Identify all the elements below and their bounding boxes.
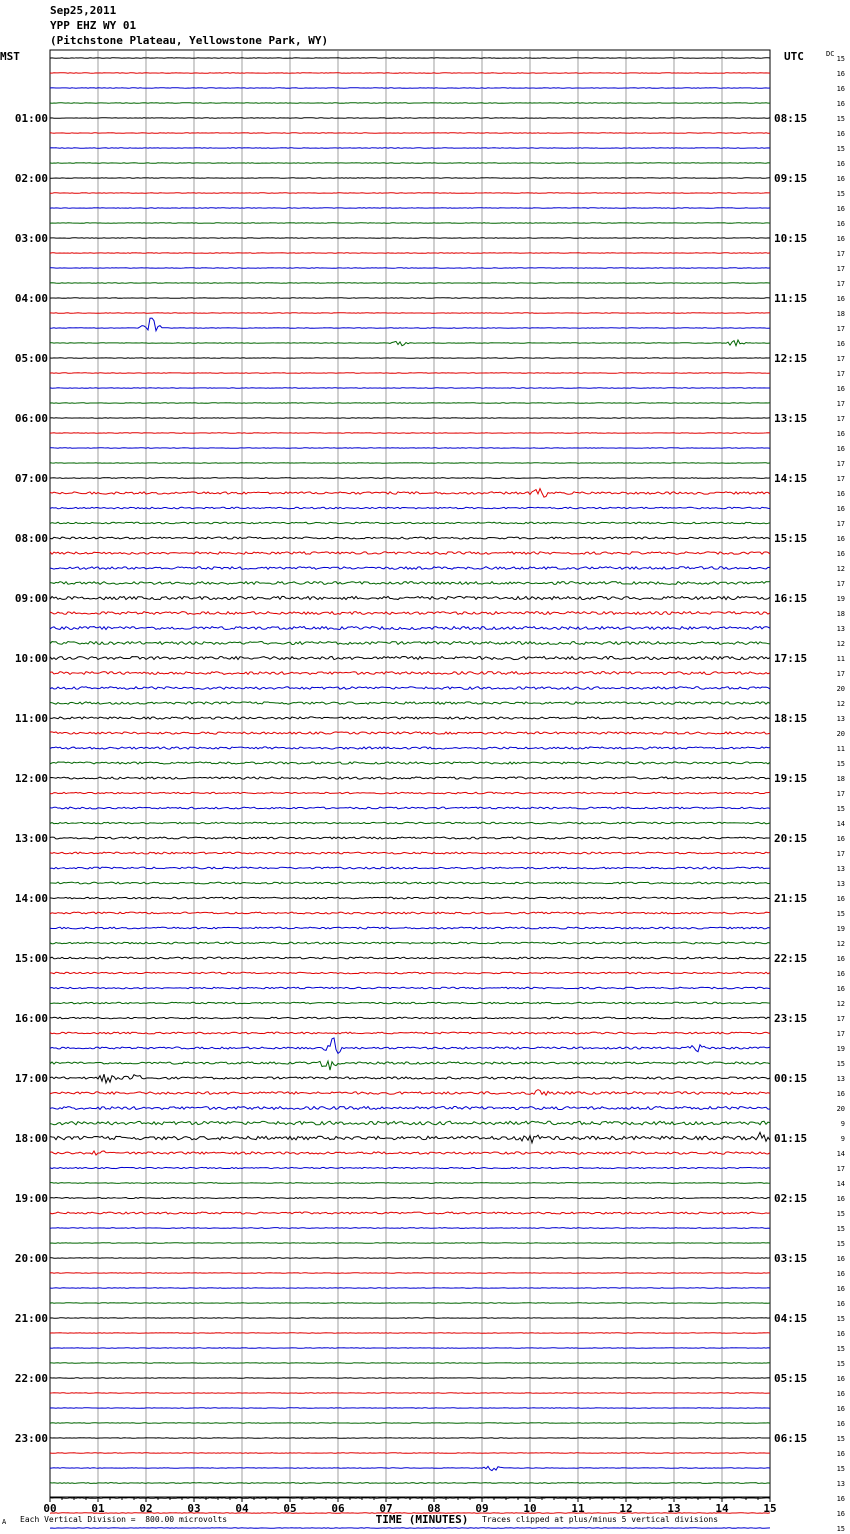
mst-label-15: 15:00 xyxy=(14,952,48,965)
dc-offset-55: 13 xyxy=(836,880,845,888)
dc-offset-21: 17 xyxy=(836,370,845,378)
trace-77 xyxy=(50,1212,770,1214)
dc-offset-71: 9 xyxy=(840,1120,845,1128)
x-tick-label-0: 00 xyxy=(43,1502,57,1515)
trace-47 xyxy=(50,762,770,764)
dc-offset-35: 17 xyxy=(836,580,845,588)
trace-38 xyxy=(50,627,770,630)
dc-offset-34: 12 xyxy=(836,565,845,573)
x-tick-label-2: 02 xyxy=(139,1502,153,1515)
mst-label-20: 20:00 xyxy=(14,1252,48,1265)
trace-75 xyxy=(50,1183,770,1184)
dc-offset-87: 15 xyxy=(836,1360,845,1368)
dc-offset-18: 17 xyxy=(836,325,845,333)
dc-offset-26: 16 xyxy=(836,445,845,453)
trace-9 xyxy=(50,193,770,194)
dc-offset-51: 14 xyxy=(836,820,845,828)
dc-offset-60: 16 xyxy=(836,955,845,963)
dc-offset-89: 16 xyxy=(836,1390,845,1398)
dc-offset-7: 16 xyxy=(836,160,845,168)
trace-37 xyxy=(50,612,770,615)
dc-offset-28: 17 xyxy=(836,475,845,483)
trace-28 xyxy=(50,478,770,479)
trace-84 xyxy=(50,1318,770,1319)
station-label: YPP EHZ WY 01 xyxy=(50,19,137,32)
trace-27 xyxy=(50,463,770,464)
trace-83 xyxy=(50,1303,770,1304)
footer-mark: A xyxy=(2,1518,7,1526)
trace-62 xyxy=(50,987,770,989)
trace-23 xyxy=(50,403,770,404)
trace-1 xyxy=(50,73,770,74)
utc-label-15: 22:15 xyxy=(774,952,808,965)
dc-offset-84: 15 xyxy=(836,1315,845,1323)
trace-69 xyxy=(50,1090,770,1096)
trace-80 xyxy=(50,1258,770,1259)
trace-10 xyxy=(50,208,770,209)
dc-offset-29: 16 xyxy=(836,490,845,498)
utc-label-17: 00:15 xyxy=(774,1072,808,1085)
trace-88 xyxy=(50,1378,770,1379)
utc-label-6: 13:15 xyxy=(774,412,808,425)
trace-81 xyxy=(50,1273,770,1274)
x-tick-label-13: 13 xyxy=(667,1502,681,1515)
x-tick-label-10: 10 xyxy=(523,1502,537,1515)
trace-18 xyxy=(50,318,770,331)
trace-40 xyxy=(50,656,770,659)
mst-label-11: 11:00 xyxy=(14,712,48,725)
dc-offset-98: 15 xyxy=(836,1525,845,1533)
trace-5 xyxy=(50,133,770,134)
dc-offset-88: 16 xyxy=(836,1375,845,1383)
trace-59 xyxy=(50,942,770,944)
dc-offset-13: 17 xyxy=(836,250,845,258)
mst-label-7: 07:00 xyxy=(14,472,48,485)
dc-offset-83: 16 xyxy=(836,1300,845,1308)
trace-6 xyxy=(50,148,770,149)
x-tick-label-5: 05 xyxy=(283,1502,297,1515)
x-tick-label-14: 14 xyxy=(715,1502,729,1515)
trace-11 xyxy=(50,223,770,224)
dc-offset-37: 18 xyxy=(836,610,845,618)
dc-offset-86: 15 xyxy=(836,1345,845,1353)
dc-offset-52: 16 xyxy=(836,835,845,843)
utc-label-18: 01:15 xyxy=(774,1132,808,1145)
dc-offset-74: 17 xyxy=(836,1165,845,1173)
trace-45 xyxy=(50,732,770,734)
mst-label-17: 17:00 xyxy=(14,1072,48,1085)
mst-label-4: 04:00 xyxy=(14,292,48,305)
location-label: (Pitchstone Plateau, Yellowstone Park, WY) xyxy=(50,34,329,47)
trace-53 xyxy=(50,852,770,854)
plot-frame xyxy=(50,50,770,1497)
dc-offset-62: 16 xyxy=(836,985,845,993)
x-tick-label-15: 15 xyxy=(763,1502,777,1515)
mst-label-5: 05:00 xyxy=(14,352,48,365)
trace-95 xyxy=(50,1483,770,1484)
dc-offset-22: 16 xyxy=(836,385,845,393)
trace-46 xyxy=(50,747,770,749)
trace-87 xyxy=(50,1363,770,1364)
utc-label-3: 10:15 xyxy=(774,232,808,245)
mst-label-13: 13:00 xyxy=(14,832,48,845)
dc-offset-77: 15 xyxy=(836,1210,845,1218)
dc-offset-4: 15 xyxy=(836,115,845,123)
dc-offset-27: 17 xyxy=(836,460,845,468)
dc-offset-46: 11 xyxy=(836,745,845,753)
trace-82 xyxy=(50,1288,770,1289)
utc-label-23: 06:15 xyxy=(774,1432,808,1445)
trace-51 xyxy=(50,822,770,824)
trace-31 xyxy=(50,522,770,524)
trace-68 xyxy=(50,1074,770,1083)
dc-offset-32: 16 xyxy=(836,535,845,543)
dc-axis-title: DC xyxy=(826,50,835,58)
trace-22 xyxy=(50,388,770,389)
utc-label-7: 14:15 xyxy=(774,472,808,485)
trace-30 xyxy=(50,507,770,509)
dc-offset-73: 14 xyxy=(836,1150,845,1158)
dc-offset-8: 16 xyxy=(836,175,845,183)
dc-offset-92: 15 xyxy=(836,1435,845,1443)
dc-offset-45: 20 xyxy=(836,730,845,738)
trace-36 xyxy=(50,596,770,599)
x-tick-label-3: 03 xyxy=(187,1502,201,1515)
trace-39 xyxy=(50,642,770,645)
dc-offset-61: 16 xyxy=(836,970,845,978)
trace-72 xyxy=(50,1132,770,1143)
trace-73 xyxy=(50,1151,770,1155)
dc-offset-25: 16 xyxy=(836,430,845,438)
trace-24 xyxy=(50,418,770,419)
trace-16 xyxy=(50,298,770,299)
utc-label-4: 11:15 xyxy=(774,292,808,305)
dc-offset-63: 12 xyxy=(836,1000,845,1008)
mst-label-19: 19:00 xyxy=(14,1192,48,1205)
dc-offset-0: 15 xyxy=(836,55,845,63)
mst-axis-title: MST xyxy=(0,50,20,63)
trace-19 xyxy=(50,340,770,346)
trace-58 xyxy=(50,927,770,929)
dc-offset-57: 15 xyxy=(836,910,845,918)
dc-offset-30: 16 xyxy=(836,505,845,513)
trace-8 xyxy=(50,178,770,179)
trace-55 xyxy=(50,882,770,884)
x-axis-label: TIME (MINUTES) xyxy=(375,1513,469,1526)
dc-offset-2: 16 xyxy=(836,85,845,93)
dc-offset-14: 17 xyxy=(836,265,845,273)
dc-offset-56: 16 xyxy=(836,895,845,903)
x-tick-label-11: 11 xyxy=(571,1502,585,1515)
trace-3 xyxy=(50,103,770,104)
mst-label-22: 22:00 xyxy=(14,1372,48,1385)
trace-20 xyxy=(50,358,770,359)
trace-93 xyxy=(50,1453,770,1454)
mst-label-6: 06:00 xyxy=(14,412,48,425)
utc-label-13: 20:15 xyxy=(774,832,808,845)
trace-41 xyxy=(50,672,770,675)
mst-label-12: 12:00 xyxy=(14,772,48,785)
x-tick-label-12: 12 xyxy=(619,1502,633,1515)
trace-86 xyxy=(50,1348,770,1349)
x-tick-label-8: 08 xyxy=(427,1502,441,1515)
x-tick-label-9: 09 xyxy=(475,1502,489,1515)
mst-label-21: 21:00 xyxy=(14,1312,48,1325)
dc-offset-31: 17 xyxy=(836,520,845,528)
dc-offset-5: 16 xyxy=(836,130,845,138)
trace-29 xyxy=(50,489,770,498)
trace-65 xyxy=(50,1032,770,1034)
dc-offset-50: 15 xyxy=(836,805,845,813)
clip-note: Traces clipped at plus/minus 5 vertical divisions xyxy=(482,1515,719,1524)
dc-offset-16: 16 xyxy=(836,295,845,303)
dc-offset-10: 16 xyxy=(836,205,845,213)
dc-offset-91: 16 xyxy=(836,1420,845,1428)
trace-98 xyxy=(50,1528,770,1529)
trace-12 xyxy=(50,238,770,239)
utc-axis-title: UTC xyxy=(784,50,804,63)
x-tick-label-4: 04 xyxy=(235,1502,249,1515)
dc-offset-43: 12 xyxy=(836,700,845,708)
utc-label-21: 04:15 xyxy=(774,1312,808,1325)
trace-78 xyxy=(50,1228,770,1229)
trace-66 xyxy=(50,1038,770,1054)
dc-offset-68: 13 xyxy=(836,1075,845,1083)
trace-15 xyxy=(50,283,770,284)
dc-offset-69: 16 xyxy=(836,1090,845,1098)
trace-44 xyxy=(50,717,770,719)
mst-label-14: 14:00 xyxy=(14,892,48,905)
dc-offset-94: 15 xyxy=(836,1465,845,1473)
trace-33 xyxy=(50,552,770,554)
mst-label-2: 02:00 xyxy=(14,172,48,185)
utc-label-20: 03:15 xyxy=(774,1252,808,1265)
dc-offset-76: 16 xyxy=(836,1195,845,1203)
mst-label-10: 10:00 xyxy=(14,652,48,665)
utc-label-2: 09:15 xyxy=(774,172,808,185)
utc-label-11: 18:15 xyxy=(774,712,808,725)
dc-offset-6: 15 xyxy=(836,145,845,153)
scale-note: Each Vertical Division = 800.00 microvolts xyxy=(20,1515,228,1524)
trace-34 xyxy=(50,567,770,570)
trace-63 xyxy=(50,1002,770,1004)
dc-offset-58: 19 xyxy=(836,925,845,933)
utc-label-9: 16:15 xyxy=(774,592,808,605)
dc-offset-15: 17 xyxy=(836,280,845,288)
x-tick-label-6: 06 xyxy=(331,1502,345,1515)
trace-14 xyxy=(50,268,770,269)
utc-label-5: 12:15 xyxy=(774,352,808,365)
trace-64 xyxy=(50,1017,770,1019)
date-label: Sep25,2011 xyxy=(50,4,117,17)
trace-26 xyxy=(50,448,770,449)
dc-offset-49: 17 xyxy=(836,790,845,798)
dc-offset-12: 16 xyxy=(836,235,845,243)
dc-offset-1: 16 xyxy=(836,70,845,78)
trace-49 xyxy=(50,792,770,794)
dc-offset-70: 20 xyxy=(836,1105,845,1113)
trace-85 xyxy=(50,1333,770,1334)
mst-label-18: 18:00 xyxy=(14,1132,48,1145)
utc-label-10: 17:15 xyxy=(774,652,808,665)
dc-offset-67: 15 xyxy=(836,1060,845,1068)
trace-13 xyxy=(50,253,770,254)
dc-offset-48: 18 xyxy=(836,775,845,783)
trace-43 xyxy=(50,702,770,704)
dc-offset-9: 15 xyxy=(836,190,845,198)
mst-label-8: 08:00 xyxy=(14,532,48,545)
mst-label-23: 23:00 xyxy=(14,1432,48,1445)
dc-offset-39: 12 xyxy=(836,640,845,648)
utc-label-8: 15:15 xyxy=(774,532,808,545)
dc-offset-23: 17 xyxy=(836,400,845,408)
trace-89 xyxy=(50,1393,770,1394)
trace-94 xyxy=(50,1466,770,1470)
trace-70 xyxy=(50,1107,770,1110)
dc-offset-64: 17 xyxy=(836,1015,845,1023)
trace-71 xyxy=(50,1121,770,1125)
trace-91 xyxy=(50,1423,770,1424)
dc-offset-19: 16 xyxy=(836,340,845,348)
dc-offset-33: 16 xyxy=(836,550,845,558)
dc-offset-20: 17 xyxy=(836,355,845,363)
dc-offset-17: 18 xyxy=(836,310,845,318)
trace-74 xyxy=(50,1167,770,1168)
dc-offset-72: 9 xyxy=(840,1135,845,1143)
trace-92 xyxy=(50,1438,770,1439)
trace-52 xyxy=(50,837,770,839)
trace-76 xyxy=(50,1198,770,1199)
dc-offset-65: 17 xyxy=(836,1030,845,1038)
x-tick-label-7: 07 xyxy=(379,1502,393,1515)
trace-56 xyxy=(50,897,770,899)
dc-offset-38: 13 xyxy=(836,625,845,633)
dc-offset-11: 16 xyxy=(836,220,845,228)
dc-offset-42: 20 xyxy=(836,685,845,693)
dc-offset-78: 15 xyxy=(836,1225,845,1233)
dc-offset-93: 16 xyxy=(836,1450,845,1458)
utc-label-1: 08:15 xyxy=(774,112,808,125)
dc-offset-81: 16 xyxy=(836,1270,845,1278)
trace-32 xyxy=(50,537,770,539)
dc-offset-40: 11 xyxy=(836,655,845,663)
x-tick-label-1: 01 xyxy=(91,1502,105,1515)
trace-2 xyxy=(50,88,770,89)
trace-90 xyxy=(50,1408,770,1409)
dc-offset-75: 14 xyxy=(836,1180,845,1188)
mst-label-3: 03:00 xyxy=(14,232,48,245)
dc-offset-59: 12 xyxy=(836,940,845,948)
trace-79 xyxy=(50,1243,770,1244)
dc-offset-80: 16 xyxy=(836,1255,845,1263)
dc-offset-95: 13 xyxy=(836,1480,845,1488)
trace-25 xyxy=(50,433,770,434)
dc-offset-44: 13 xyxy=(836,715,845,723)
trace-54 xyxy=(50,867,770,869)
mst-label-16: 16:00 xyxy=(14,1012,48,1025)
trace-57 xyxy=(50,912,770,914)
mst-label-1: 01:00 xyxy=(14,112,48,125)
trace-17 xyxy=(50,313,770,314)
trace-48 xyxy=(50,777,770,779)
dc-offset-3: 16 xyxy=(836,100,845,108)
trace-0 xyxy=(50,58,770,59)
utc-label-16: 23:15 xyxy=(774,1012,808,1025)
trace-67 xyxy=(50,1061,770,1070)
dc-offset-97: 16 xyxy=(836,1510,845,1518)
trace-7 xyxy=(50,163,770,164)
dc-offset-24: 17 xyxy=(836,415,845,423)
trace-4 xyxy=(50,118,770,119)
dc-offset-47: 15 xyxy=(836,760,845,768)
utc-label-12: 19:15 xyxy=(774,772,808,785)
utc-label-14: 21:15 xyxy=(774,892,808,905)
dc-offset-54: 13 xyxy=(836,865,845,873)
trace-21 xyxy=(50,373,770,374)
dc-offset-82: 16 xyxy=(836,1285,845,1293)
dc-offset-96: 16 xyxy=(836,1495,845,1503)
dc-offset-90: 16 xyxy=(836,1405,845,1413)
dc-offset-85: 16 xyxy=(836,1330,845,1338)
dc-offset-36: 19 xyxy=(836,595,845,603)
trace-35 xyxy=(50,582,770,585)
dc-offset-79: 15 xyxy=(836,1240,845,1248)
mst-label-9: 09:00 xyxy=(14,592,48,605)
trace-60 xyxy=(50,957,770,959)
utc-label-19: 02:15 xyxy=(774,1192,808,1205)
utc-label-22: 05:15 xyxy=(774,1372,808,1385)
trace-61 xyxy=(50,972,770,974)
dc-offset-41: 17 xyxy=(836,670,845,678)
dc-offset-53: 17 xyxy=(836,850,845,858)
trace-50 xyxy=(50,807,770,809)
trace-42 xyxy=(50,687,770,690)
dc-offset-66: 19 xyxy=(836,1045,845,1053)
